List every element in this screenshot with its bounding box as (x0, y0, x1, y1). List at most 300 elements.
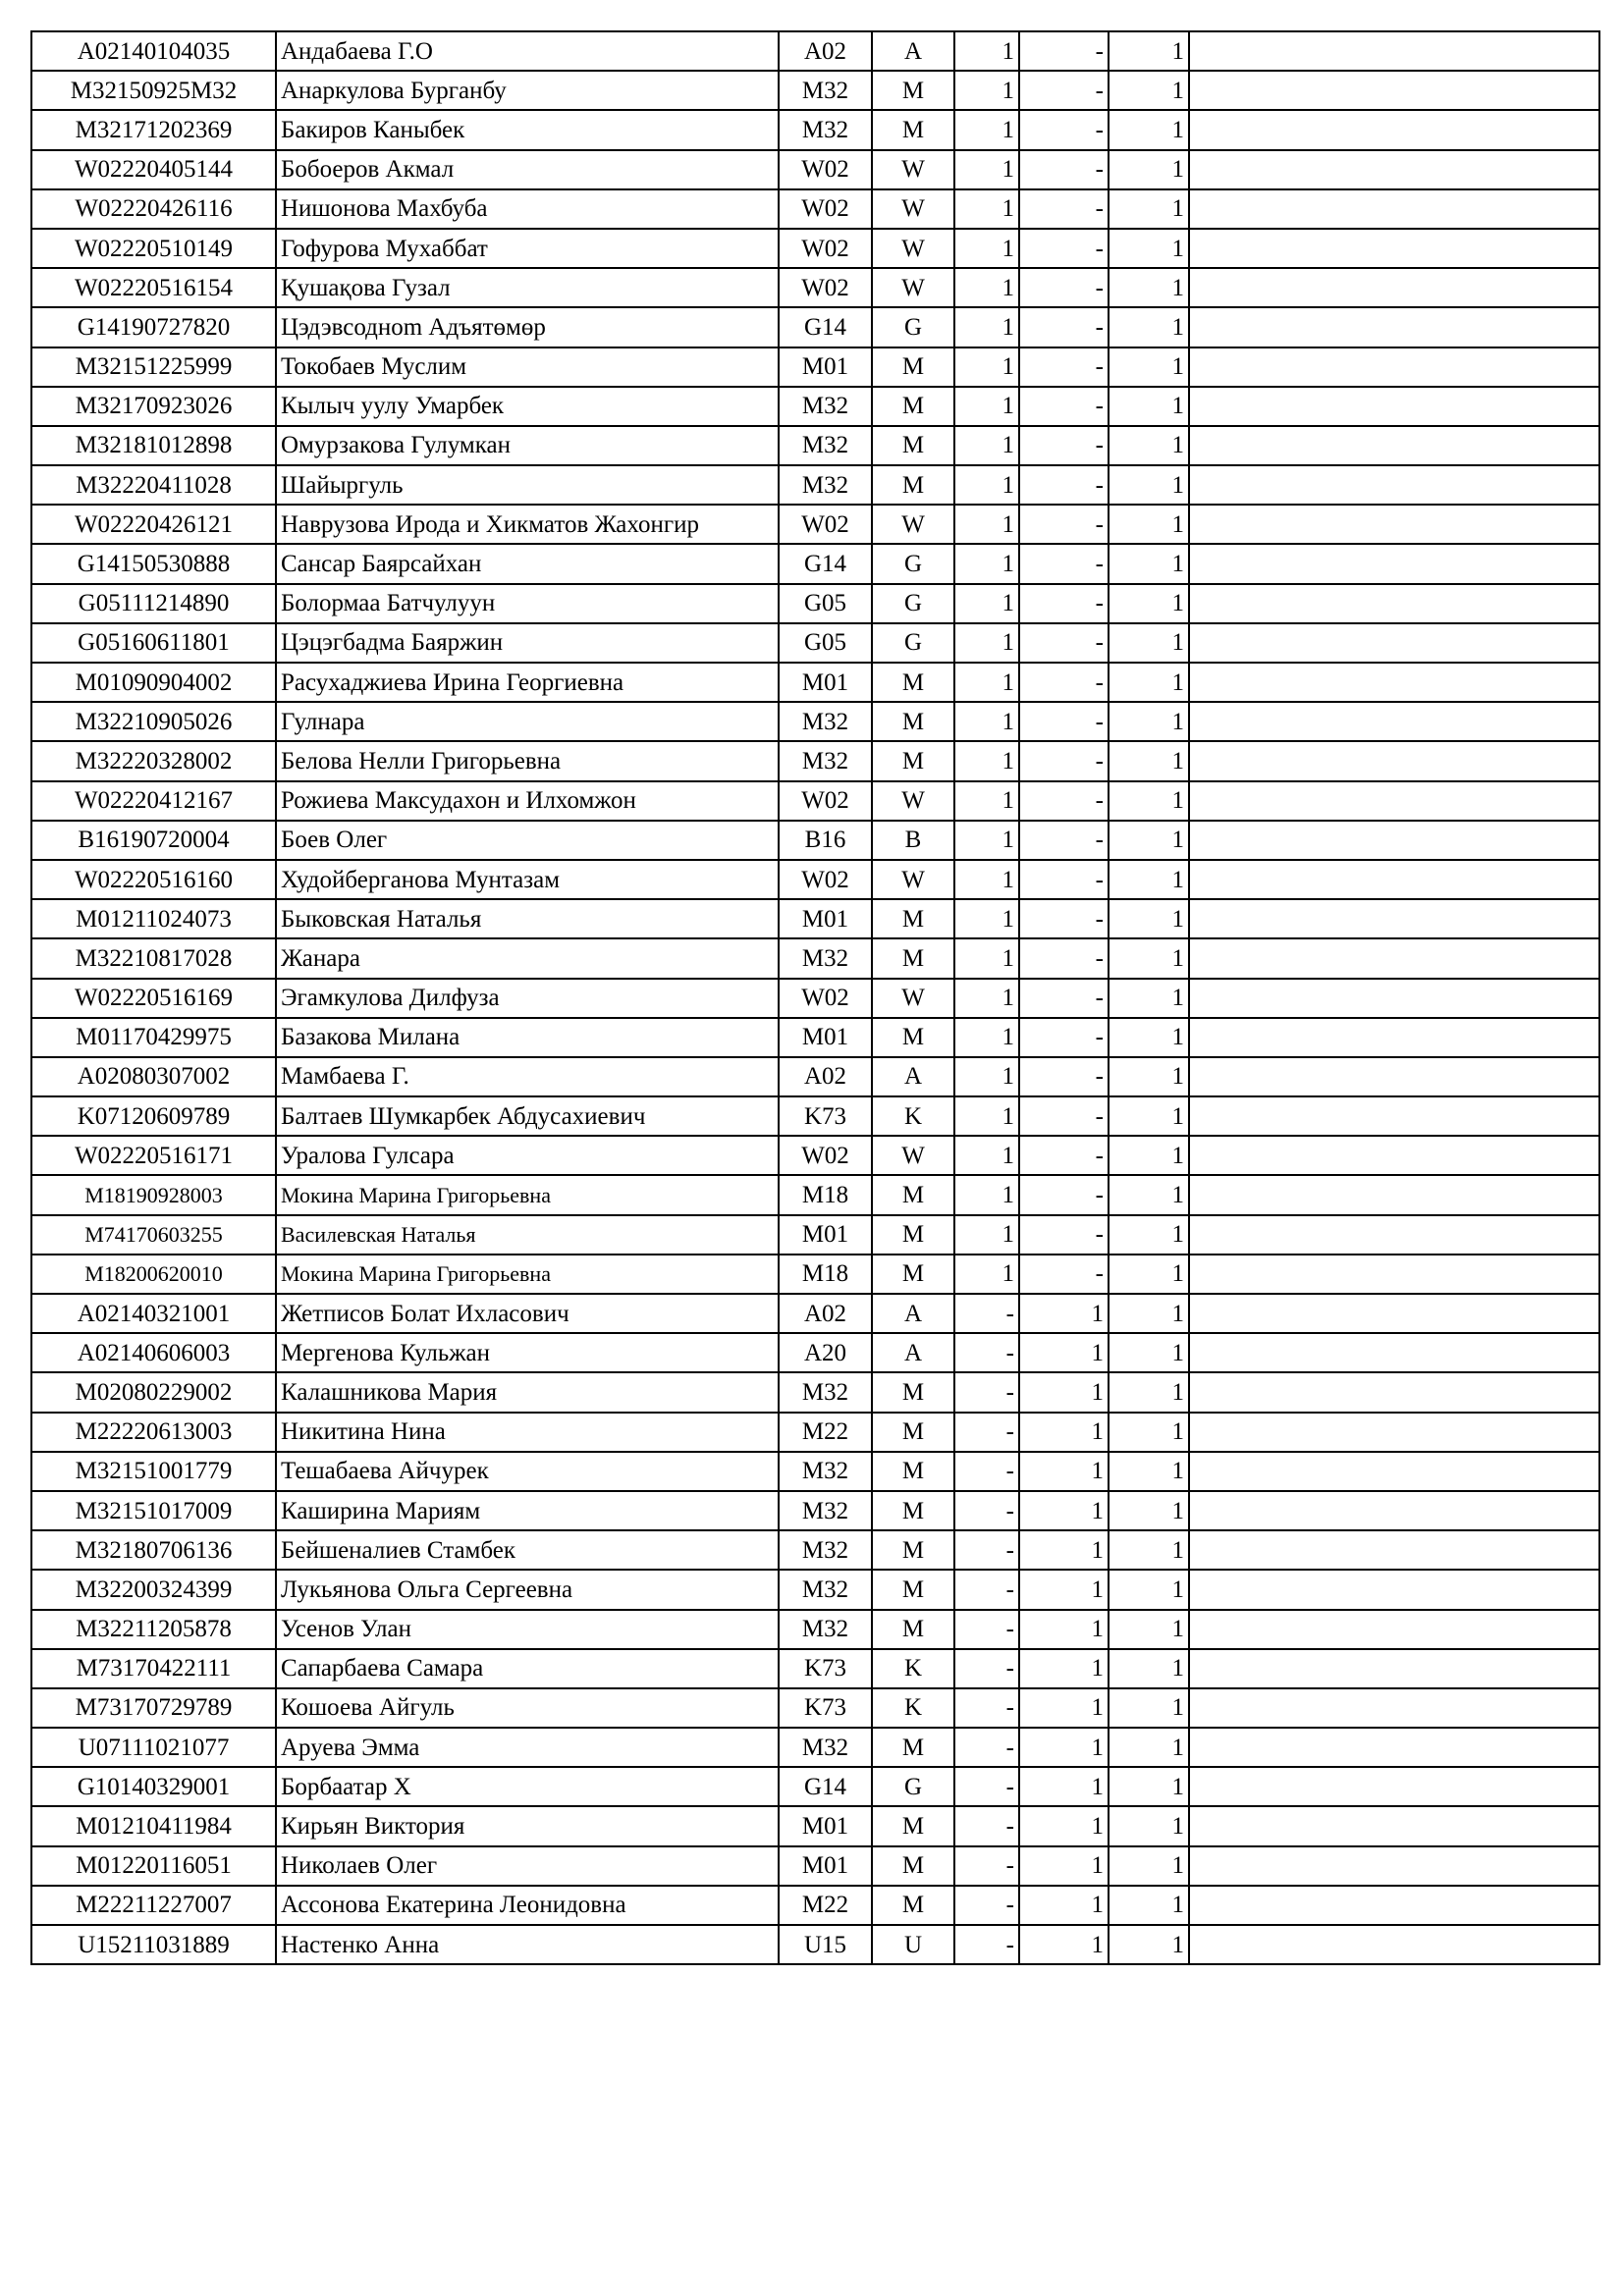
count-a-cell: 1 (954, 702, 1019, 741)
participant-name-cell: Быковская Наталья (276, 899, 779, 938)
notes-cell (1189, 150, 1599, 189)
category-code-cell: M32 (779, 1372, 872, 1412)
table-row (31, 938, 1599, 978)
record-id-cell: M32210817028 (31, 938, 276, 978)
record-id-cell: W02220426121 (31, 505, 276, 544)
record-id-cell: W02220510149 (31, 229, 276, 268)
category-letter-cell: B (872, 821, 954, 860)
category-code-cell: M32 (779, 1610, 872, 1649)
total-cell: 1 (1109, 31, 1189, 71)
total-cell: 1 (1109, 1136, 1189, 1175)
table-row (31, 307, 1599, 347)
count-a-cell: 1 (954, 1215, 1019, 1255)
table-row (31, 110, 1599, 149)
count-b-cell: 1 (1019, 1649, 1109, 1688)
table-row (31, 1570, 1599, 1609)
notes-cell (1189, 505, 1599, 544)
category-letter-cell: W (872, 229, 954, 268)
table-row (31, 1294, 1599, 1333)
category-code-cell: W02 (779, 505, 872, 544)
table-row (31, 387, 1599, 426)
total-cell: 1 (1109, 1610, 1189, 1649)
count-b-cell: - (1019, 741, 1109, 780)
category-code-cell: W02 (779, 979, 872, 1018)
table-row (31, 663, 1599, 702)
total-cell: 1 (1109, 702, 1189, 741)
notes-cell (1189, 1806, 1599, 1845)
participant-name-cell: Кирьян Виктория (276, 1806, 779, 1845)
participant-name-cell: Тешабаева Айчурек (276, 1452, 779, 1491)
category-code-cell: K73 (779, 1649, 872, 1688)
record-id-cell: M01220116051 (31, 1846, 276, 1886)
category-code-cell: M18 (779, 1255, 872, 1294)
table-row (31, 1018, 1599, 1057)
category-code-cell: A02 (779, 1057, 872, 1096)
category-code-cell: M32 (779, 71, 872, 110)
participant-name-cell: Анаркулова Бурганбу (276, 71, 779, 110)
table-row (31, 860, 1599, 899)
category-code-cell: M22 (779, 1886, 872, 1925)
participant-name-cell: Қушақова Гузал (276, 268, 779, 307)
notes-cell (1189, 663, 1599, 702)
count-b-cell: 1 (1019, 1886, 1109, 1925)
count-b-cell: - (1019, 702, 1109, 741)
category-letter-cell: U (872, 1925, 954, 1964)
count-a-cell: - (954, 1649, 1019, 1688)
notes-cell (1189, 1372, 1599, 1412)
count-b-cell: - (1019, 860, 1109, 899)
count-b-cell: 1 (1019, 1570, 1109, 1609)
notes-cell (1189, 229, 1599, 268)
category-letter-cell: W (872, 505, 954, 544)
record-id-cell: B16190720004 (31, 821, 276, 860)
notes-cell (1189, 1333, 1599, 1372)
notes-cell (1189, 979, 1599, 1018)
table-row (31, 1096, 1599, 1136)
record-id-cell: M32151001779 (31, 1452, 276, 1491)
table-row (31, 1413, 1599, 1452)
notes-cell (1189, 899, 1599, 938)
total-cell: 1 (1109, 1175, 1189, 1214)
record-id-cell: G05160611801 (31, 623, 276, 663)
participant-name-cell: Рожиева Максудахон и Илхомжон (276, 781, 779, 821)
count-b-cell: - (1019, 663, 1109, 702)
record-id-cell: M74170603255 (31, 1215, 276, 1255)
notes-cell (1189, 426, 1599, 465)
table-row (31, 426, 1599, 465)
category-letter-cell: G (872, 584, 954, 623)
table-row (31, 505, 1599, 544)
count-b-cell: - (1019, 1018, 1109, 1057)
record-id-cell: M32150925M32 (31, 71, 276, 110)
count-a-cell: - (954, 1846, 1019, 1886)
count-a-cell: 1 (954, 268, 1019, 307)
total-cell: 1 (1109, 899, 1189, 938)
notes-cell (1189, 1096, 1599, 1136)
category-letter-cell: M (872, 1570, 954, 1609)
table-row (31, 150, 1599, 189)
count-a-cell: - (954, 1767, 1019, 1806)
category-letter-cell: W (872, 860, 954, 899)
record-id-cell: G05111214890 (31, 584, 276, 623)
total-cell: 1 (1109, 1688, 1189, 1728)
category-code-cell: G14 (779, 544, 872, 583)
category-letter-cell: G (872, 307, 954, 347)
count-a-cell: - (954, 1886, 1019, 1925)
record-id-cell: M01170429975 (31, 1018, 276, 1057)
category-code-cell: M01 (779, 663, 872, 702)
category-letter-cell: M (872, 387, 954, 426)
notes-cell (1189, 1018, 1599, 1057)
category-letter-cell: M (872, 1018, 954, 1057)
record-id-cell: G14190727820 (31, 307, 276, 347)
count-b-cell: 1 (1019, 1372, 1109, 1412)
total-cell: 1 (1109, 229, 1189, 268)
category-letter-cell: A (872, 31, 954, 71)
participant-name-cell: Сансар Баярсайхан (276, 544, 779, 583)
count-b-cell: 1 (1019, 1925, 1109, 1964)
table-row (31, 189, 1599, 229)
category-letter-cell: M (872, 1530, 954, 1570)
count-a-cell: - (954, 1372, 1019, 1412)
participant-name-cell: Кылыч уулу Умарбек (276, 387, 779, 426)
table-row (31, 899, 1599, 938)
category-letter-cell: G (872, 544, 954, 583)
record-id-cell: M32210905026 (31, 702, 276, 741)
notes-cell (1189, 821, 1599, 860)
total-cell: 1 (1109, 979, 1189, 1018)
count-b-cell: 1 (1019, 1452, 1109, 1491)
participant-name-cell: Шайыргуль (276, 465, 779, 505)
category-code-cell: W02 (779, 229, 872, 268)
count-b-cell: - (1019, 268, 1109, 307)
category-code-cell: M01 (779, 1806, 872, 1845)
participant-name-cell: Боев Олег (276, 821, 779, 860)
category-code-cell: M32 (779, 1452, 872, 1491)
count-a-cell: 1 (954, 347, 1019, 387)
count-b-cell: - (1019, 1057, 1109, 1096)
participant-name-cell: Бобоеров Акмал (276, 150, 779, 189)
participant-name-cell: Каширина Мариям (276, 1491, 779, 1530)
count-a-cell: - (954, 1610, 1019, 1649)
count-b-cell: - (1019, 150, 1109, 189)
record-id-cell: U15211031889 (31, 1925, 276, 1964)
participant-name-cell: Цэдэвсоднom Адъятөмөр (276, 307, 779, 347)
category-code-cell: M32 (779, 741, 872, 780)
count-b-cell: 1 (1019, 1530, 1109, 1570)
participant-name-cell: Ассонова Екатерина Леонидовна (276, 1886, 779, 1925)
total-cell: 1 (1109, 1452, 1189, 1491)
category-code-cell: M32 (779, 1570, 872, 1609)
category-letter-cell: G (872, 623, 954, 663)
record-id-cell: W02220426116 (31, 189, 276, 229)
notes-cell (1189, 387, 1599, 426)
table-row (31, 1452, 1599, 1491)
count-a-cell: - (954, 1333, 1019, 1372)
count-a-cell: - (954, 1452, 1019, 1491)
notes-cell (1189, 110, 1599, 149)
notes-cell (1189, 1925, 1599, 1964)
table-row (31, 1372, 1599, 1412)
count-a-cell: 1 (954, 1018, 1019, 1057)
count-a-cell: 1 (954, 426, 1019, 465)
notes-cell (1189, 268, 1599, 307)
participant-name-cell: Кошоева Айгуль (276, 1688, 779, 1728)
notes-cell (1189, 347, 1599, 387)
total-cell: 1 (1109, 623, 1189, 663)
category-letter-cell: W (872, 268, 954, 307)
count-a-cell: 1 (954, 150, 1019, 189)
table-row (31, 1215, 1599, 1255)
category-code-cell: W02 (779, 860, 872, 899)
category-code-cell: M01 (779, 899, 872, 938)
notes-cell (1189, 1570, 1599, 1609)
table-row (31, 268, 1599, 307)
table-row (31, 1136, 1599, 1175)
category-code-cell: M01 (779, 1018, 872, 1057)
table-row (31, 623, 1599, 663)
record-id-cell: G10140329001 (31, 1767, 276, 1806)
category-code-cell: G05 (779, 623, 872, 663)
record-id-cell: W02220516169 (31, 979, 276, 1018)
participant-name-cell: Сапарбаева Самара (276, 1649, 779, 1688)
count-b-cell: 1 (1019, 1333, 1109, 1372)
category-letter-cell: K (872, 1096, 954, 1136)
notes-cell (1189, 1294, 1599, 1333)
notes-cell (1189, 31, 1599, 71)
category-code-cell: G14 (779, 1767, 872, 1806)
table-row (31, 1491, 1599, 1530)
count-a-cell: - (954, 1413, 1019, 1452)
count-a-cell: 1 (954, 584, 1019, 623)
count-b-cell: - (1019, 110, 1109, 149)
notes-cell (1189, 71, 1599, 110)
total-cell: 1 (1109, 1215, 1189, 1255)
record-id-cell: M73170422111 (31, 1649, 276, 1688)
total-cell: 1 (1109, 1767, 1189, 1806)
category-code-cell: G14 (779, 307, 872, 347)
participant-name-cell: Мергенова Кульжан (276, 1333, 779, 1372)
count-a-cell: 1 (954, 899, 1019, 938)
notes-cell (1189, 1688, 1599, 1728)
participant-name-cell: Гулнара (276, 702, 779, 741)
table-row (31, 781, 1599, 821)
notes-cell (1189, 938, 1599, 978)
count-b-cell: - (1019, 347, 1109, 387)
count-b-cell: 1 (1019, 1688, 1109, 1728)
notes-cell (1189, 1452, 1599, 1491)
notes-cell (1189, 1886, 1599, 1925)
count-a-cell: 1 (954, 821, 1019, 860)
category-letter-cell: A (872, 1057, 954, 1096)
notes-cell (1189, 781, 1599, 821)
category-code-cell: A02 (779, 1294, 872, 1333)
total-cell: 1 (1109, 307, 1189, 347)
category-code-cell: M32 (779, 702, 872, 741)
category-letter-cell: W (872, 189, 954, 229)
record-id-cell: M02080229002 (31, 1372, 276, 1412)
category-letter-cell: A (872, 1294, 954, 1333)
table-row (31, 465, 1599, 505)
notes-cell (1189, 465, 1599, 505)
notes-cell (1189, 1610, 1599, 1649)
total-cell: 1 (1109, 584, 1189, 623)
category-code-cell: M32 (779, 1530, 872, 1570)
count-b-cell: - (1019, 31, 1109, 71)
count-a-cell: 1 (954, 189, 1019, 229)
notes-cell (1189, 544, 1599, 583)
notes-cell (1189, 1057, 1599, 1096)
table-row (31, 347, 1599, 387)
category-letter-cell: M (872, 938, 954, 978)
count-b-cell: - (1019, 229, 1109, 268)
notes-cell (1189, 1491, 1599, 1530)
category-code-cell: G05 (779, 584, 872, 623)
count-a-cell: - (954, 1530, 1019, 1570)
record-id-cell: W02220405144 (31, 150, 276, 189)
total-cell: 1 (1109, 1530, 1189, 1570)
table-row (31, 1846, 1599, 1886)
count-b-cell: - (1019, 426, 1109, 465)
category-code-cell: M01 (779, 347, 872, 387)
count-b-cell: 1 (1019, 1846, 1109, 1886)
category-letter-cell: M (872, 1806, 954, 1845)
notes-cell (1189, 1728, 1599, 1767)
category-letter-cell: M (872, 426, 954, 465)
record-id-cell: M01210411984 (31, 1806, 276, 1845)
notes-cell (1189, 1215, 1599, 1255)
notes-cell (1189, 1136, 1599, 1175)
count-b-cell: - (1019, 979, 1109, 1018)
roster-table (30, 30, 1600, 1965)
category-letter-cell: M (872, 899, 954, 938)
table-row (31, 979, 1599, 1018)
record-id-cell: M01211024073 (31, 899, 276, 938)
table-row (31, 1057, 1599, 1096)
participant-name-cell: Расухаджиева Ирина Георгиевна (276, 663, 779, 702)
category-letter-cell: W (872, 1136, 954, 1175)
category-code-cell: M32 (779, 426, 872, 465)
category-code-cell: W02 (779, 1136, 872, 1175)
record-id-cell: M32211205878 (31, 1610, 276, 1649)
table-row (31, 31, 1599, 71)
notes-cell (1189, 307, 1599, 347)
participant-name-cell: Андабаева Г.О (276, 31, 779, 71)
total-cell: 1 (1109, 781, 1189, 821)
total-cell: 1 (1109, 1728, 1189, 1767)
participant-name-cell: Цэцэгбадма Баяржин (276, 623, 779, 663)
participant-name-cell: Николаев Олег (276, 1846, 779, 1886)
record-id-cell: M32220328002 (31, 741, 276, 780)
table-row (31, 1333, 1599, 1372)
table-row (31, 741, 1599, 780)
notes-cell (1189, 1649, 1599, 1688)
category-letter-cell: M (872, 1255, 954, 1294)
category-letter-cell: M (872, 1728, 954, 1767)
count-a-cell: - (954, 1491, 1019, 1530)
count-a-cell: 1 (954, 663, 1019, 702)
table-row (31, 544, 1599, 583)
category-letter-cell: M (872, 110, 954, 149)
count-a-cell: 1 (954, 623, 1019, 663)
table-row (31, 821, 1599, 860)
count-b-cell: - (1019, 899, 1109, 938)
category-letter-cell: M (872, 1413, 954, 1452)
participant-name-cell: Аруева Эмма (276, 1728, 779, 1767)
record-id-cell: M73170729789 (31, 1688, 276, 1728)
record-id-cell: W02220516171 (31, 1136, 276, 1175)
record-id-cell: A02080307002 (31, 1057, 276, 1096)
count-b-cell: - (1019, 1215, 1109, 1255)
record-id-cell: M18200620010 (31, 1255, 276, 1294)
total-cell: 1 (1109, 1372, 1189, 1412)
record-id-cell: M32151017009 (31, 1491, 276, 1530)
category-code-cell: M32 (779, 110, 872, 149)
notes-cell (1189, 1255, 1599, 1294)
record-id-cell: M32181012898 (31, 426, 276, 465)
count-a-cell: 1 (954, 1096, 1019, 1136)
total-cell: 1 (1109, 150, 1189, 189)
total-cell: 1 (1109, 938, 1189, 978)
count-a-cell: - (954, 1294, 1019, 1333)
participant-name-cell: Наврузова Ирода и Хикматов Жахонгир (276, 505, 779, 544)
count-b-cell: - (1019, 387, 1109, 426)
participant-name-cell: Мокина Марина Григорьевна (276, 1175, 779, 1214)
category-letter-cell: M (872, 741, 954, 780)
category-letter-cell: K (872, 1688, 954, 1728)
table-row (31, 1886, 1599, 1925)
count-b-cell: - (1019, 544, 1109, 583)
participant-name-cell: Базакова Милана (276, 1018, 779, 1057)
category-code-cell: K73 (779, 1688, 872, 1728)
category-letter-cell: M (872, 702, 954, 741)
category-code-cell: M32 (779, 1491, 872, 1530)
count-a-cell: 1 (954, 1255, 1019, 1294)
record-id-cell: G14150530888 (31, 544, 276, 583)
count-b-cell: - (1019, 1255, 1109, 1294)
total-cell: 1 (1109, 1846, 1189, 1886)
table-row (31, 1688, 1599, 1728)
table-row (31, 1255, 1599, 1294)
total-cell: 1 (1109, 1491, 1189, 1530)
table-row (31, 1806, 1599, 1845)
table-row (31, 1175, 1599, 1214)
notes-cell (1189, 1413, 1599, 1452)
category-code-cell: M01 (779, 1215, 872, 1255)
category-letter-cell: A (872, 1333, 954, 1372)
table-row (31, 702, 1599, 741)
record-id-cell: M32220411028 (31, 465, 276, 505)
count-a-cell: 1 (954, 979, 1019, 1018)
count-a-cell: - (954, 1570, 1019, 1609)
count-b-cell: 1 (1019, 1610, 1109, 1649)
category-code-cell: K73 (779, 1096, 872, 1136)
category-letter-cell: M (872, 1491, 954, 1530)
participant-name-cell: Лукьянова Ольга Сергеевна (276, 1570, 779, 1609)
category-letter-cell: M (872, 1452, 954, 1491)
category-letter-cell: M (872, 71, 954, 110)
category-letter-cell: M (872, 347, 954, 387)
record-id-cell: W02220412167 (31, 781, 276, 821)
total-cell: 1 (1109, 465, 1189, 505)
count-b-cell: - (1019, 584, 1109, 623)
total-cell: 1 (1109, 1570, 1189, 1609)
participant-name-cell: Калашникова Мария (276, 1372, 779, 1412)
category-letter-cell: W (872, 150, 954, 189)
category-code-cell: W02 (779, 150, 872, 189)
record-id-cell: K07120609789 (31, 1096, 276, 1136)
participant-name-cell: Бейшеналиев Стамбек (276, 1530, 779, 1570)
